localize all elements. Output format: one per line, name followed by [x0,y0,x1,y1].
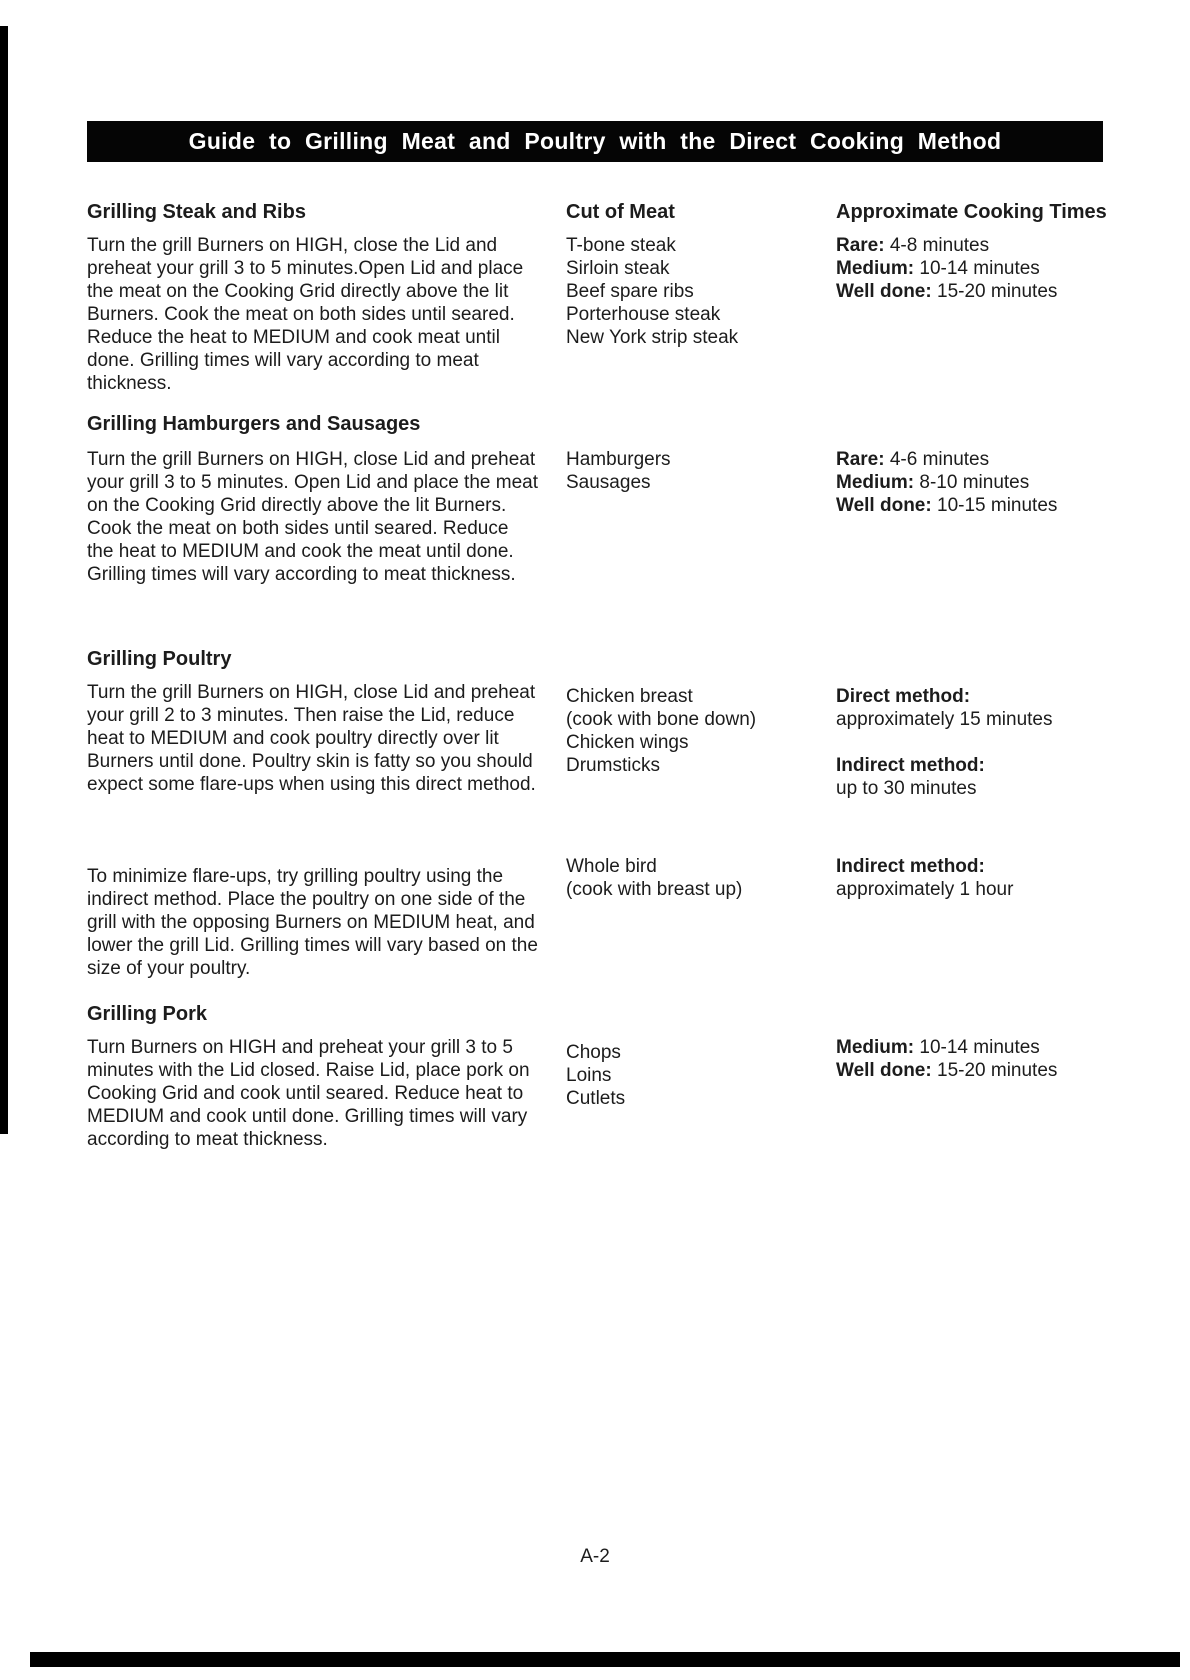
cut-item: Beef spare ribs [566,281,694,302]
time-line: Rare: 4-8 minutes [836,235,990,256]
time-line: Medium: 8-10 minutes [836,472,1030,493]
time-group-steak [836,234,1057,303]
section-heading-steak-ribs: Grilling Steak and Ribs [87,201,306,223]
cut-item: Chicken wings [566,732,689,753]
scan-edge-bottom [30,1652,1180,1667]
time-line: Well done: 10-15 minutes [836,495,1058,516]
time-line: Direct method: [836,686,971,707]
time-group-hamburgers [836,448,1057,517]
cut-item: Loins [566,1065,612,1086]
time-line: up to 30 minutes [836,778,977,799]
paragraph-pork: Turn Burners on HIGH and preheat your grill 3 to 5 minutes with the Lid closed. Raise Lid, place pork on Cooking Grid and cook until seared. Reduce heat to MEDIUM and cook until done. Grilling times will vary according to meat thickness. [87,1037,530,1150]
cut-item: Chops [566,1042,621,1063]
page-title: Guide to Grilling Meat and Poultry with the Direct Cooking Method [188,128,1002,154]
cut-item: New York strip steak [566,327,739,348]
paragraph-hamburgers-sausages: Turn the grill Burners on HIGH, close Lid and preheat your grill 3 to 5 minutes. Open Lid and place the meat on the Cooking Grid directly above the lit Burners. Cook the meat on both sides until seared. Reduce the heat to MEDIUM and cook the meat until done. Grilling times will vary according to meat thickness. [87,449,538,585]
cut-item: Whole bird [566,856,657,877]
section-heading-poultry: Grilling Poultry [87,648,232,670]
time-line: approximately 1 hour [836,879,1014,900]
time-group-chicken-indirect [836,754,985,800]
time-line: approximately 15 minutes [836,709,1053,730]
section-heading-hamburgers-sausages: Grilling Hamburgers and Sausages [87,413,421,435]
cut-list-pork [566,1041,625,1110]
cut-list-whole-bird [566,855,742,901]
cut-list-hamburgers [566,448,671,494]
cut-item: Drumsticks [566,755,660,776]
cut-item: Porterhouse steak [566,304,721,325]
cut-list-steak [566,234,738,349]
cut-item: Sausages [566,472,651,493]
cut-item: T-bone steak [566,235,676,256]
cut-item: (cook with bone down) [566,709,757,730]
section-heading-pork: Grilling Pork [87,1003,208,1025]
column-heading-cut-of-meat: Cut of Meat [566,201,675,223]
time-line: Medium: 10-14 minutes [836,258,1040,279]
column-heading-cooking-times: Approximate Cooking Times [836,201,1107,223]
cut-item: Chicken breast [566,686,693,707]
cut-item: Sirloin steak [566,258,670,279]
title-bar [87,121,1103,162]
cut-list-chicken [566,685,756,777]
time-line: Well done: 15-20 minutes [836,1060,1058,1081]
time-group-pork [836,1036,1057,1082]
page-number: A-2 [580,1546,610,1567]
cut-item: Hamburgers [566,449,671,470]
paragraph-poultry-indirect: To minimize flare-ups, try grilling poultry using the indirect method. Place the poultry on one side of the grill with the opposing Burners on MEDIUM heat, and lower the grill Lid. Grilling times will vary based on the size of your poultry. [87,866,538,979]
time-line: Indirect method: [836,755,985,776]
time-line: Rare: 4-6 minutes [836,449,990,470]
scan-edge-left [0,26,8,1134]
cut-item: Cutlets [566,1088,626,1109]
cut-item: (cook with breast up) [566,879,743,900]
time-group-whole-bird [836,855,1013,901]
time-line: Well done: 15-20 minutes [836,281,1058,302]
time-line: Indirect method: [836,856,985,877]
paragraph-poultry-direct: Turn the grill Burners on HIGH, close Lid and preheat your grill 2 to 3 minutes. Then raise the Lid, reduce heat to MEDIUM and cook poultry directly over lit Burners until done. Poultry skin is fatty so you should expect some flare-ups when using this direct method. [87,682,536,795]
time-group-chicken-direct [836,685,1053,731]
paragraph-steak-ribs: Turn the grill Burners on HIGH, close the Lid and preheat your grill 3 to 5 minutes.Open Lid and place the meat on the Cooking Grid directly above the lit Burners. Cook the meat on both sides until seared. Reduce the heat to MEDIUM and cook meat until done. Grilling times will vary according to meat thickness. [87,235,524,394]
time-line: Medium: 10-14 minutes [836,1037,1040,1058]
